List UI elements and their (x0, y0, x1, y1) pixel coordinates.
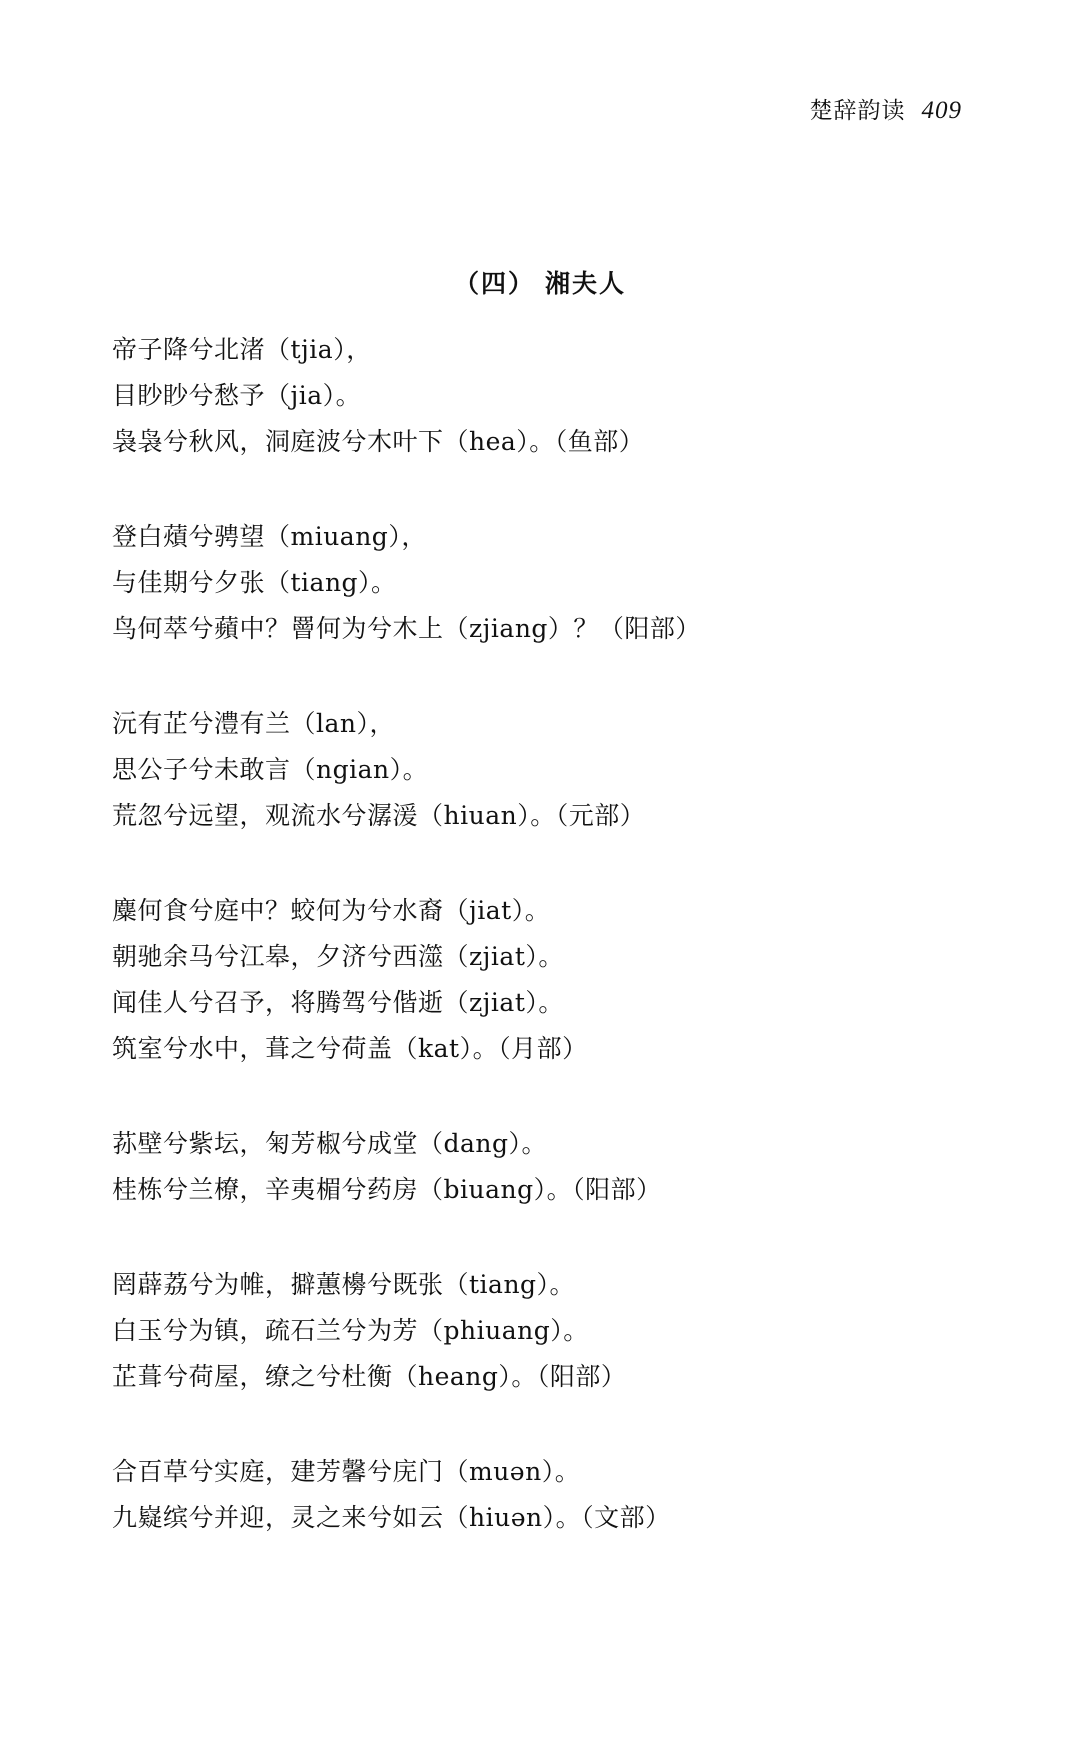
poem-line: 白玉兮为镇，疏石兰兮为芳（phiuang）。 (112, 1316, 589, 1345)
poem-line: 荪壁兮紫坛，匊芳椒兮成堂（dang）。 (112, 1129, 548, 1158)
poem-line: 沅有芷兮澧有兰（lan）， (112, 709, 396, 738)
poem-line: 帝子降兮北渚（tjia）， (112, 335, 372, 364)
poem-line: 朝驰余马兮江皋，夕济兮西澨（zjiat）。 (112, 942, 564, 971)
stanza (112, 327, 972, 465)
poem-line: 闻佳人兮召予，将腾驾兮偕逝（zjiat）。 (112, 988, 564, 1017)
stanza (112, 1449, 972, 1541)
stanza (112, 1262, 972, 1400)
stanza (112, 888, 972, 1072)
poem-line: 与佳期兮夕张（tiang）。 (112, 568, 397, 597)
section-title (0, 264, 1080, 300)
poem-line: 登白薠兮骋望（miuang）， (112, 522, 427, 551)
stanza (112, 701, 972, 839)
poem-line: 桂栋兮兰橑，辛夷楣兮药房（biuang）。（阳部） (112, 1175, 662, 1204)
poem-line: 九嶷缤兮并迎，灵之来兮如云（hiuən）。（文部） (112, 1503, 671, 1532)
page-number: 409 (921, 97, 962, 124)
poem-line: 思公子兮未敢言（ngian）。 (112, 755, 429, 784)
poem-line: 目眇眇兮愁予（jia）。 (112, 381, 362, 410)
stanza (112, 514, 972, 652)
page-header (810, 92, 963, 125)
poem-line: 荒忽兮远望，观流水兮潺湲（hiuan）。（元部） (112, 801, 646, 830)
poem-line: 合百草兮实庭，建芳馨兮庑门（muən）。 (112, 1457, 581, 1486)
poem-title: 湘夫人 (545, 269, 627, 298)
running-title: 楚辞韵读 (809, 98, 906, 124)
poem-line: 鸟何萃兮蘋中？罾何为兮木上（zjiang）？（阳部） (112, 614, 701, 643)
poem-body (112, 327, 972, 1590)
section-number: （四） (453, 269, 535, 298)
poem-line: 麋何食兮庭中？蛟何为兮水裔（jiat）。 (112, 896, 551, 925)
poem-line: 袅袅兮秋风，洞庭波兮木叶下（hea）。（鱼部） (112, 427, 645, 456)
stanza (112, 1121, 972, 1213)
poem-line: 筑室兮水中，葺之兮荷盖（kat）。（月部） (112, 1034, 588, 1063)
poem-line: 罔薜荔兮为帷，擗蕙櫋兮既张（tiang）。 (112, 1270, 576, 1299)
poem-line: 芷葺兮荷屋，缭之兮杜衡（heang）。（阳部） (112, 1362, 627, 1391)
